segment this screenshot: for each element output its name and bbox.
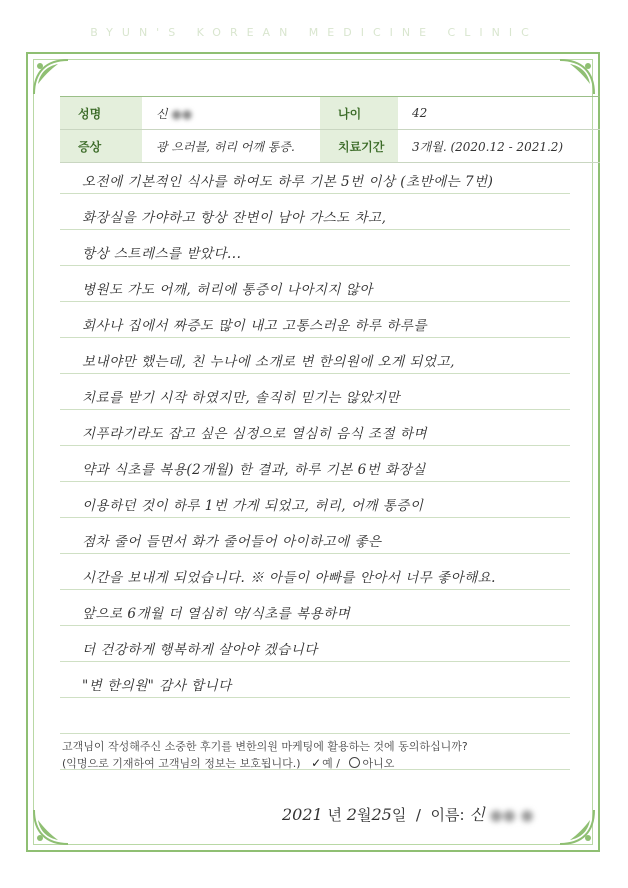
letter-line-text: 지푸라기라도 잡고 싶은 심정으로 열심히 음식 조절 하며 [82,426,427,442]
checkmark-icon: ✓ [311,756,322,770]
letter-line [60,518,570,554]
letter-line-text: 약과 식초를 복용(2개월) 한 결과, 하루 기본 6번 화장실 [82,462,426,478]
sign-separator: / [415,806,421,824]
letter-line [60,194,570,230]
letter-line [60,302,570,338]
letter-line-text: 치료를 받기 시작 하였지만, 솔직히 믿기는 않았지만 [82,390,400,406]
letter-line [60,662,570,698]
period-label: 치료기간 [320,130,398,163]
corner-ornament-icon [554,804,600,850]
letter-line-text: 보내야만 했는데, 친 누나에 소개로 변 한의원에 오게 되었고, [82,354,455,370]
letter-line-text: 앞으로 6개월 더 열심히 약/식초를 복용하며 [82,606,351,622]
age-label: 나이 [320,97,398,130]
letter-line [60,374,570,410]
consent-no-option[interactable] [349,755,394,772]
circle-icon [349,757,360,768]
letter-line-text: 시간을 보내게 되었습니다. ※ 아들이 아빠를 안아서 너무 좋아해요. [82,570,496,586]
name-label: 성명 [60,97,142,130]
letter-line [60,590,570,626]
age-value: 42 [398,97,600,130]
clinic-brand-watermark: BYUN'S KOREAN MEDICINE CLINIC [90,26,538,39]
sign-name-value: 신 [469,805,485,824]
consent-section [62,738,468,772]
corner-ornament-icon [554,54,600,100]
letter-line-text: 오전에 기본적인 식사를 하여도 하루 기본 5번 이상 (초반에는 7번) [82,174,494,190]
letter-line-text: 더 건강하게 행복하게 살아야 겠습니다 [82,642,318,658]
letter-line-text: 이용하던 것이 하루 1번 가게 되었고, 허리, 어깨 통증이 [82,498,424,514]
period-value: 3개월. (2020.12 - 2021.2) [398,130,600,163]
letter-line [60,158,570,194]
letter-line-text: 점차 줄어 들면서 화가 줄어들어 아이하고에 좋은 [82,534,382,550]
name-text: 신 [156,106,168,121]
consent-no-label: 아니오 [362,757,395,770]
sign-name-redacted: ●● ● [489,806,534,824]
letter-line-text: 회사나 집에서 짜증도 많이 내고 고통스러운 하루 하루를 [82,318,427,334]
letter-line-text: 항상 스트레스를 받았다... [82,246,242,262]
signature-line [282,802,534,825]
letter-line [60,554,570,590]
consent-separator: / [336,757,340,770]
letter-line-text: "변 한의원" 감사 합니다 [82,678,232,694]
letter-line [60,626,570,662]
sign-day: 25 [371,805,392,824]
letter-line-text: 화장실을 가야하고 항상 잔변이 남아 가스도 차고, [82,210,387,226]
letter-line [60,446,570,482]
letter-line [60,410,570,446]
corner-ornament-icon [28,54,74,100]
letter-line [60,482,570,518]
patient-info-table [60,96,600,163]
letter-line-text: 병원도 가도 어깨, 허리에 통증이 나아지지 않아 [82,282,373,298]
sign-name-label: 이름: [430,806,465,824]
letter-line [60,698,570,734]
sign-year: 2021 [282,805,323,824]
info-row-name [60,97,600,130]
letter-line [60,230,570,266]
symptom-value: 광 으러블, 허리 어깨 통증. [142,130,320,163]
sign-month-unit: 월 [356,806,372,824]
name-redacted: ●● [171,106,193,121]
name-value [142,97,320,130]
corner-ornament-icon [28,804,74,850]
consent-yes-label: 예 [322,757,333,770]
sign-month: 2 [346,805,357,824]
symptom-label: 증상 [60,130,142,163]
sign-day-unit: 일 [391,806,407,824]
letter-line [60,266,570,302]
consent-question: 고객님이 작성해주신 소중한 후기를 변한의원 마케팅에 활용하는 것에 동의하십니까? [62,740,468,753]
sign-year-unit: 년 [327,806,342,824]
consent-yes-option[interactable] [310,755,333,772]
consent-note: (익명으로 기재하여 고객님의 정보는 보호됩니다.) [62,757,301,770]
letter-line [60,338,570,374]
